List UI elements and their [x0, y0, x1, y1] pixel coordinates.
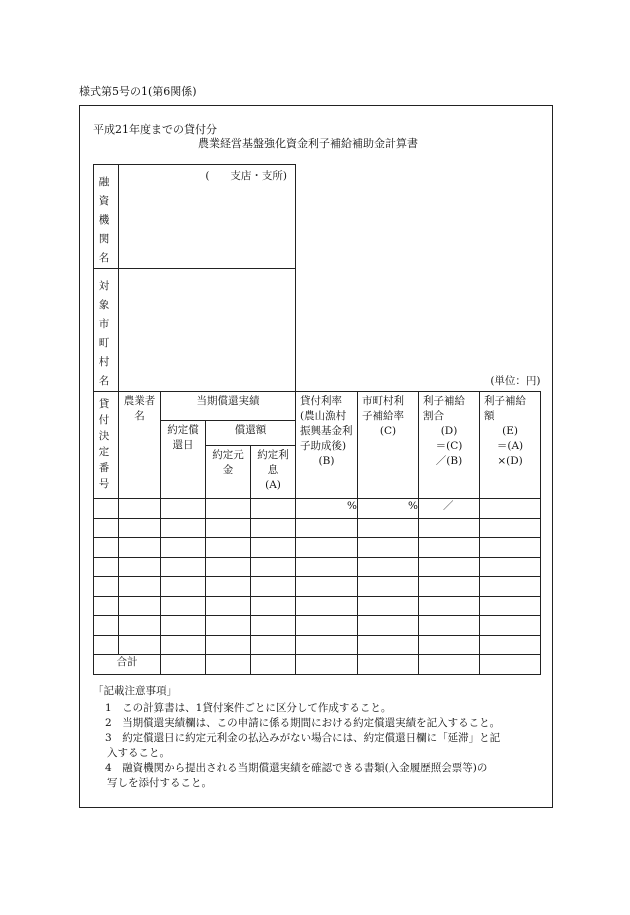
amount-header: 利子補給額 (E) ＝(A) ×(D)	[480, 392, 541, 499]
total-label: 合計	[94, 655, 161, 675]
slash-mark[interactable]: ／	[419, 499, 480, 519]
table-row	[94, 538, 541, 558]
institution-row	[94, 165, 541, 269]
note-item: 2 当期償還実績欄は、この申請に係る期間における約定償還実績を記入すること。	[105, 717, 501, 729]
loan-no-header: 貸付決定番号	[94, 392, 119, 499]
table-row	[94, 616, 541, 636]
rate-header: 貸付利率(農山漁村振興基金利子助成後) (B)	[296, 392, 358, 499]
unit-label: (単位：円)	[490, 375, 541, 387]
interest-header: 約定利息 (A)	[251, 446, 296, 499]
percent-mark[interactable]: %	[358, 499, 419, 519]
document-title: 農業経営基盤強化資金利子補給補助金計算書	[198, 137, 418, 150]
percent-mark[interactable]: %	[296, 499, 358, 519]
ratio-header: 利子補給割合 (D) ＝(C) ／(B)	[419, 392, 480, 499]
notes-heading: 「記載注意事項」	[93, 685, 177, 697]
table-row	[94, 499, 541, 519]
notes-section	[93, 684, 543, 791]
note-item-continued: 写しを添付すること。	[107, 777, 212, 789]
note-item: 4 融資機関から提出される当期償還実績を確認できる書類(入金履歴照会票等)の	[105, 762, 488, 774]
header-row-1	[94, 392, 541, 421]
farmer-header: 農業者名	[119, 392, 161, 499]
institution-label-cell	[94, 165, 119, 269]
repaid-amount-header: 償還額	[206, 421, 296, 446]
institution-value-cell[interactable]	[119, 165, 296, 269]
form-number-label: 様式第5号の1(第6関係)	[79, 85, 197, 98]
total-row	[94, 655, 541, 675]
municipality-value-cell[interactable]	[119, 269, 296, 392]
calculation-table	[93, 164, 541, 675]
unit-area	[296, 165, 541, 392]
table-row	[94, 518, 541, 538]
institution-label: 融資機関名	[98, 176, 110, 264]
table-row	[94, 577, 541, 597]
note-item-continued: 入すること。	[107, 747, 170, 759]
repayment-header: 当期償還実績	[161, 392, 296, 421]
loan-period-label: 平成21年度までの貸付分	[93, 123, 217, 136]
principal-header: 約定元金	[206, 446, 251, 499]
muni-rate-header: 市町村利子補給率 (C)	[358, 392, 419, 499]
table-row	[94, 557, 541, 577]
municipality-label: 対象市町村名	[98, 280, 110, 387]
note-item: 3 約定償還日に約定元利金の払込みがない場合には、約定償還日欄に「延滞」と記	[105, 732, 501, 744]
table-row	[94, 635, 541, 655]
branch-label: ( 支店・支所)	[205, 170, 288, 182]
table-row	[94, 596, 541, 616]
note-item: 1 この計算書は、1貸付案件ごとに区分して作成すること。	[105, 702, 392, 714]
scheduled-date-header: 約定償還日	[161, 421, 206, 499]
municipality-label-cell	[94, 269, 119, 392]
